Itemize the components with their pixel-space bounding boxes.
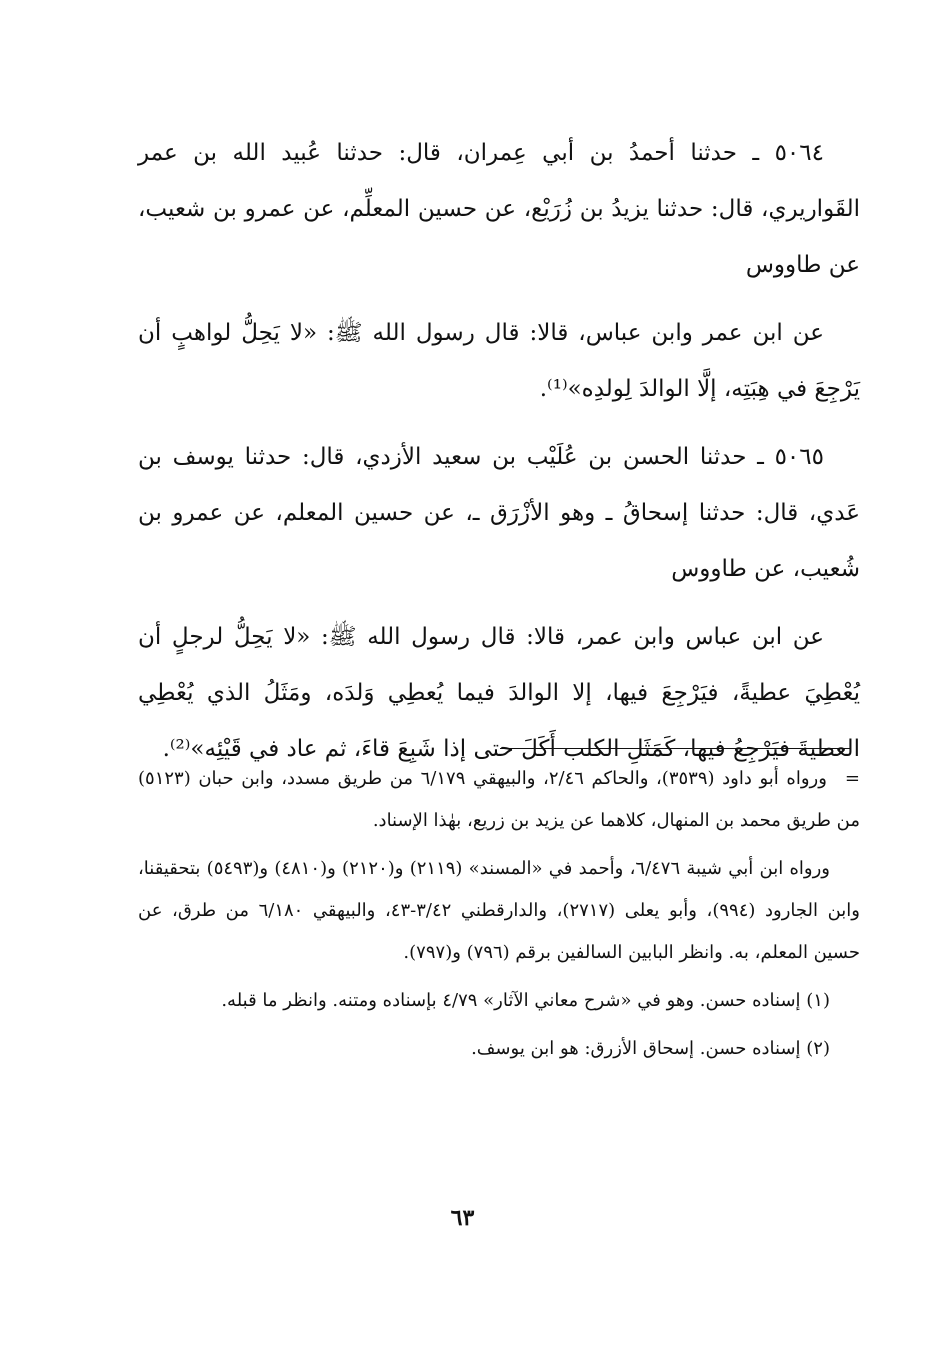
hadith-5064-isnad: ٥٠٦٤ ـ حدثنا أحمدُ بن أبي عِمران، قال: حدثنا عُبيد الله بن عمر القَواريري، قال: حدثنا يزيدُ بن زُرَيْع، عن حسين المعلِّم، عن عمرو بن شعيب، عن طاووس	[138, 140, 860, 278]
footnotes	[138, 758, 860, 1076]
footnote-separator	[500, 748, 850, 749]
footnote-continuation-text: ورواه أبو داود (٣٥٣٩)، والحاكم ٢/٤٦، والبيهقي ٦/١٧٩ من طريق مسدد، وابن حبان (٥١٢٣) من طريق محمد بن المنهال، كلاهما عن يزيد بن زريع، بهٰذا الإسناد.	[138, 768, 860, 831]
footnote-paragraph: ورواه ابن أبي شيبة ٦/٤٧٦، وأحمد في «المسند» (٢١١٩) و(٢١٢٠) و(٤٨١٠) و(٥٤٩٣) بتحقيقنا، وابن الجارود (٩٩٤)، وأبو يعلى (٢٧١٧)، والدارقطني ٣/٤٢-٤٣، والبيهقي ٦/١٨٠ من طرق، عن حسين المعلم، به. وانظر البابين السالفين برقم (٧٩٦) و(٧٩٧).	[138, 858, 860, 963]
continuation-mark: =	[844, 768, 861, 789]
footnote-1: (١) إسناده حسن. وهو في «شرح معاني الآثار» ٤/٧٩ بإسناده ومتنه. وانظر ما قبله.	[221, 990, 830, 1011]
hadith-5064-matn: عن ابن عمر وابن عباس، قالا: قال رسول الله ﷺ: «لا يَحِلُّ لواهبٍ أن يَرْجِعَ في هِبَتِه، إلَّا الوالدَ لِولدِه»⁽¹⁾.	[138, 320, 860, 402]
footnote-2: (٢) إسناده حسن. إسحاق الأزرق: هو ابن يوسف.	[471, 1038, 830, 1059]
footnote-continuation	[138, 758, 860, 842]
page-number: ٦٣	[450, 1205, 475, 1231]
hadith-5065-isnad: ٥٠٦٥ ـ حدثنا الحسن بن عُلَيْب بن سعيد الأزدي، قال: حدثنا يوسف بن عَدي، قال: حدثنا إسحاقُ ـ وهو الأزْرَق ـ، عن حسين المعلم، عن عمرو بن شُعيب، عن طاووس	[138, 444, 860, 582]
hadith-5065-matn: عن ابن عباس وابن عمر، قالا: قال رسول الله ﷺ: «لا يَحِلُّ لرجلٍ أن يُعْطِيَ عطيةً، فيَرْجِعَ فيها، إلا الوالدَ فيما يُعطِي وَلدَه، ومَثَلُ الذي يُعْطِي العطيةَ فيَرْجِعُ فيها، كَمَثَلِ الكلب أَكَلَ حتى إذا شَبِعَ قاءَ، ثم عاد في قَيْئِه»⁽²⁾.	[138, 624, 860, 762]
main-text	[138, 125, 860, 789]
